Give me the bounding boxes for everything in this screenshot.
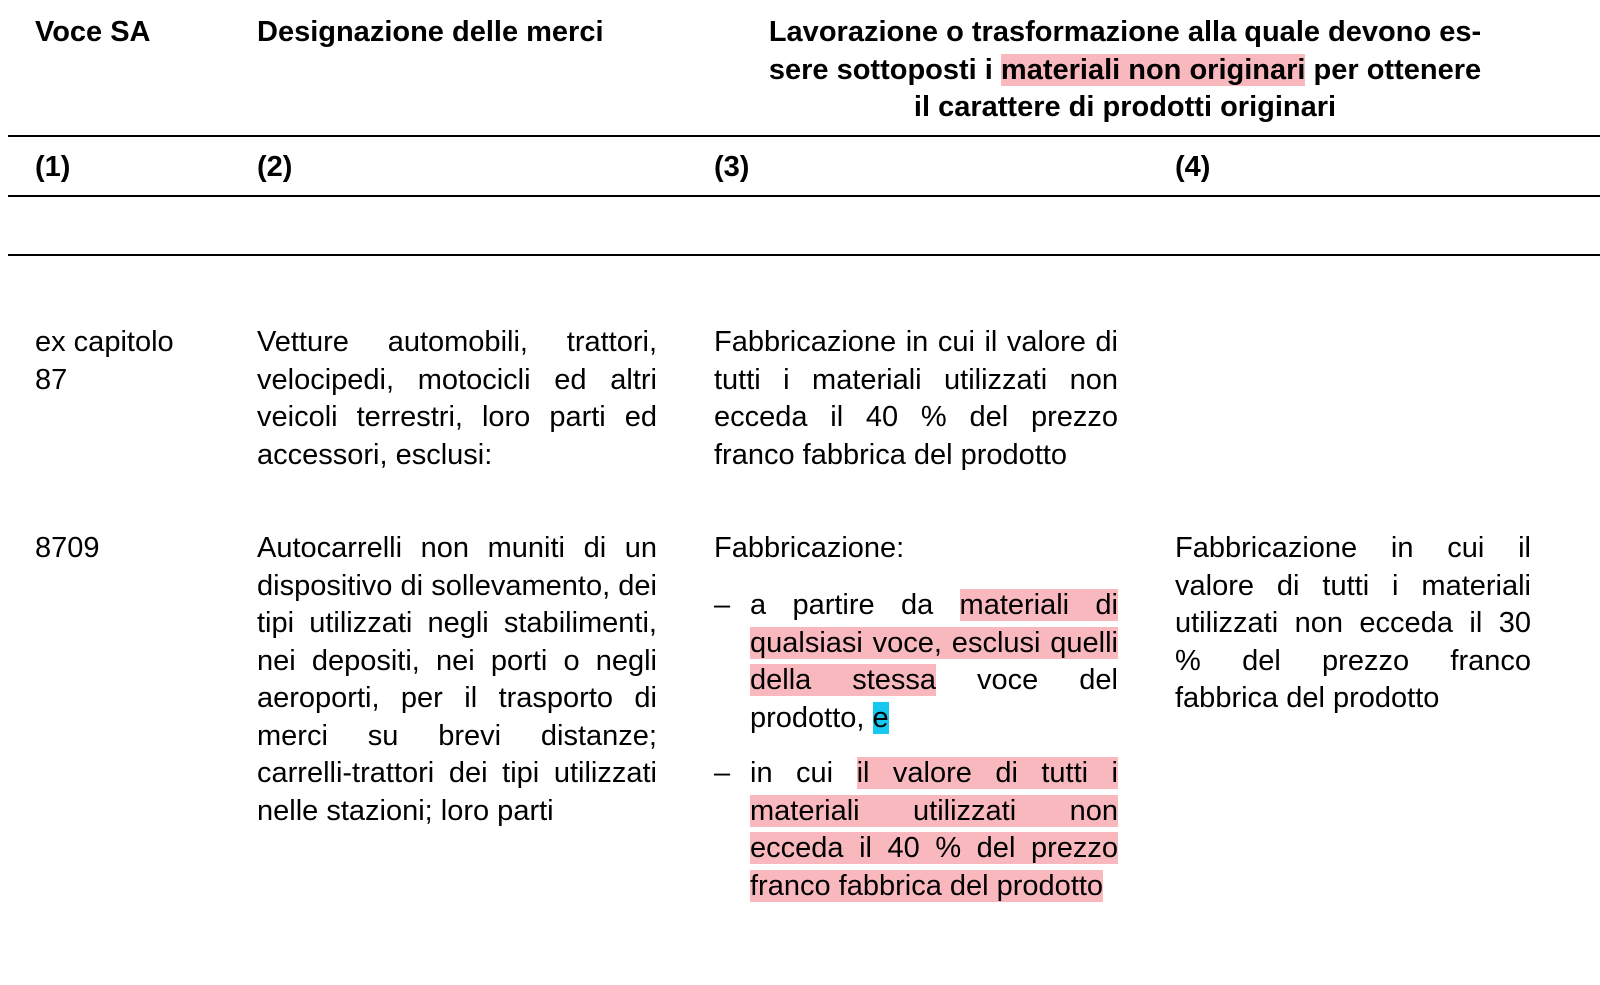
header-lavorazione-line3: il carattere di prodotti originari xyxy=(913,91,1337,123)
header-lavorazione xyxy=(700,14,1550,127)
row2-rule-item2-dash: – xyxy=(714,757,731,789)
row2-code: 8709 xyxy=(35,532,100,564)
col-number-4: (4) xyxy=(1175,151,1211,183)
rule-header-bottom xyxy=(8,135,1600,137)
row1-description: Vetture automobili, trattori, velocipedi, motocicli ed altri veicoli terrestri, loro parti ed accessori, esclusi: xyxy=(257,326,657,471)
highlight-valore-materiali: il valore di tutti i materiali utilizzati non ecceda il 40 % del prezzo franco fabbrica del prodotto xyxy=(750,757,1119,902)
row2-rule-intro: Fabbricazione: xyxy=(714,532,905,564)
row2-rule-item2: in cui il valore di tutti i materiali utilizzati non ecceda il 40 % del prezzo franco fabbrica del prodotto xyxy=(750,757,1119,902)
header-lavorazione-line2: sere sottoposti i materiali non originari per ottenere xyxy=(768,53,1482,86)
col-number-1: (1) xyxy=(35,151,71,183)
row1-code: ex capitolo 87 xyxy=(35,326,174,396)
col-number-3: (3) xyxy=(714,151,750,183)
header-designazione: Designazione delle merci xyxy=(257,16,604,48)
highlight-conjunction-e: e xyxy=(872,701,889,734)
col-number-2: (2) xyxy=(257,151,293,183)
row2-description: Autocarrelli non muniti di un dispositivo di sollevamento, dei tipi utilizzati negli stabilimenti, nei depositi, nei porti o negli aeroporti, per il trasporto di merci su brevi distanze; carrelli-trattori dei tipi utilizzati nelle stazioni; loro parti xyxy=(257,532,657,827)
row1-rule: Fabbricazione in cui il valore di tutti i materiali utilizzati non ecceda il 40 % del prezzo franco fabbrica del prodotto xyxy=(714,326,1118,471)
row2-alt-rule: Fabbricazione in cui il valore di tutti i materiali utilizzati non ecceda il 30 % del prezzo franco fabbrica del prodotto xyxy=(1175,532,1531,714)
rule-numbering-bottom xyxy=(8,195,1600,197)
highlight-materiali-non-originari: materiali non originari xyxy=(1000,53,1306,86)
header-lavorazione-line1: Lavorazione o trasformazione alla quale devono es- xyxy=(768,16,1482,48)
rule-spacer-bottom xyxy=(8,254,1600,256)
highlight-materiali-qualsiasi-voce: materiali di qualsiasi voce, esclusi quelli della stessa xyxy=(750,589,1118,696)
row2-rule-item1: a partire da materiali di qualsiasi voce, esclusi quelli della stessa voce del prodotto, e xyxy=(750,589,1118,734)
row2-rule-item1-dash: – xyxy=(714,589,731,621)
header-voce-sa: Voce SA xyxy=(35,16,151,48)
